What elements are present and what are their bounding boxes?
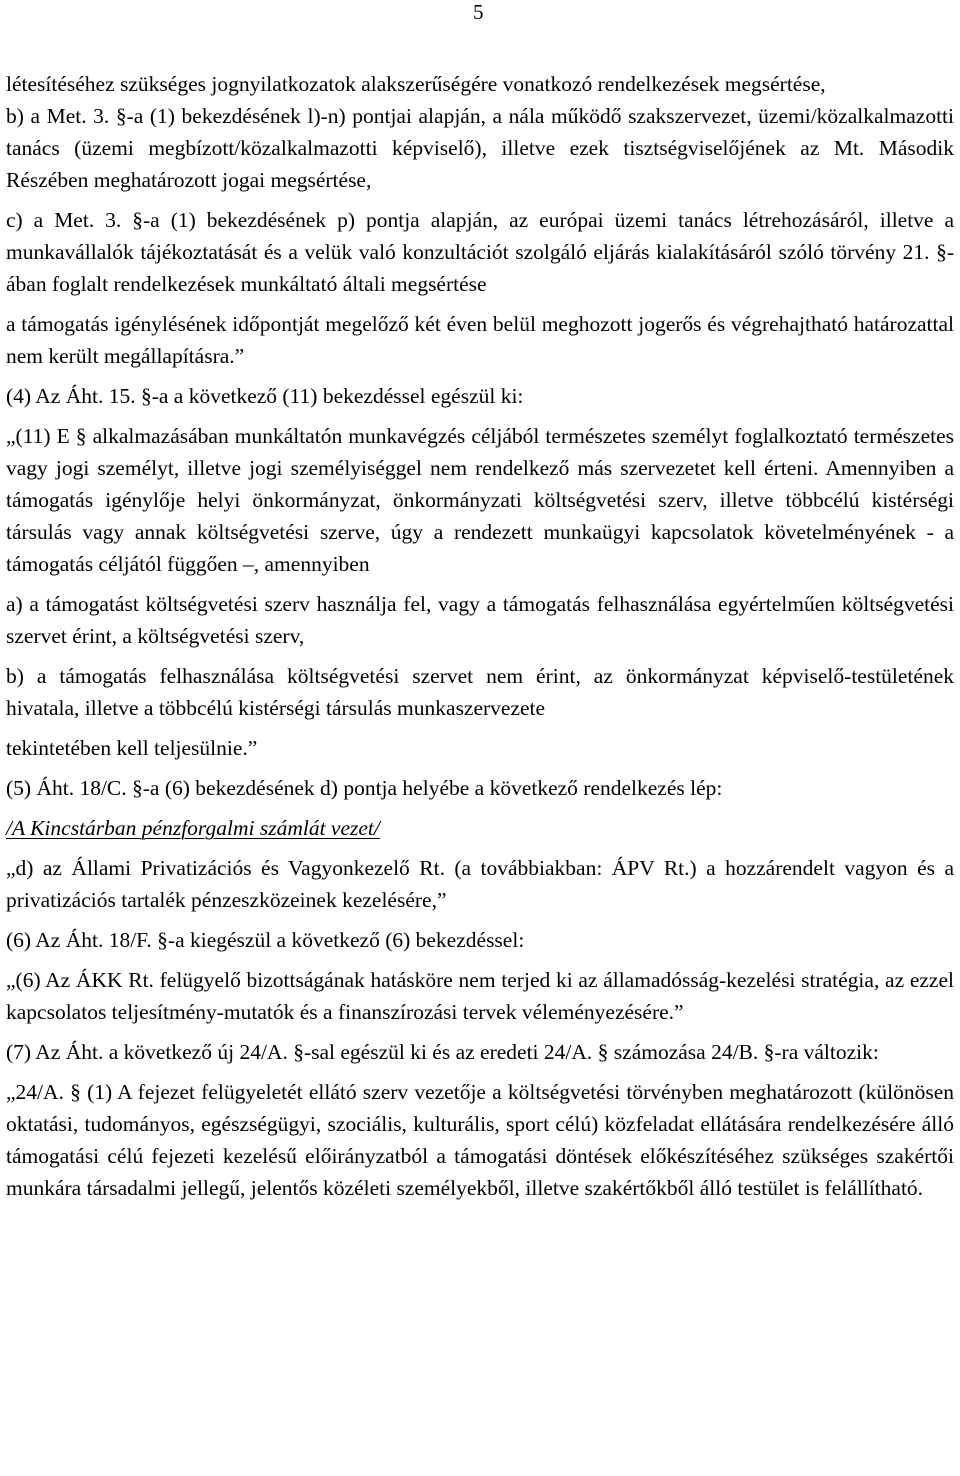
paragraph: b) a támogatás felhasználása költségvetési szervet nem érint, az önkormányzat képviselő-testületének hivatala, illetve a többcélú kistérségi társulás munkaszervezete [6,664,954,720]
paragraph: (6) Az Áht. 18/F. §-a kiegészül a következő (6) bekezdéssel: [6,928,525,952]
italic-underlined-text: /A Kincstárban pénzforgalmi számlát vezet/ [6,816,380,840]
paragraph: c) a Met. 3. §-a (1) bekezdésének p) pontja alapján, az európai üzemi tanács létrehozásáról, illetve a munkavállalók tájékoztatását és a velük való konzultációt szolgáló eljárás kialakításáról szóló törvény 21. §-ában foglalt rendelkezések munkáltató általi megsértése [6,208,954,296]
paragraph: „24/A. § (1) A fejezet felügyeletét ellátó szerv vezetője a költségvetési törvényben meghatározott (különösen oktatási, tudományos, egészségügyi, szociális, kulturális, sport célú) közfeladat ellátására rendelkezésére álló támogatási célú fejezeti kezelésű előirányzatból a támogatási döntések előkészítéséhez szükséges szakértői munkára társadalmi jellegű, jelentős közéleti személyekből, illetve szakértőkből álló testület is felállítható. [6,1080,954,1200]
paragraph: (7) Az Áht. a következő új 24/A. §-sal egészül ki és az eredeti 24/A. § számozása 24/B. §-ra változik: [6,1040,879,1064]
paragraph: (4) Az Áht. 15. §-a a következő (11) bekezdéssel egészül ki: [6,384,524,408]
paragraph: tekintetében kell teljesülnie.” [6,736,258,760]
paragraph: a) a támogatást költségvetési szerv használja fel, vagy a támogatás felhasználása egyértelműen költségvetési szervet érint, a költségvetési szerv, [6,592,954,648]
paragraph: (5) Áht. 18/C. §-a (6) bekezdésének d) pontja helyébe a következő rendelkezés lép: [6,776,723,800]
paragraph: létesítéséhez szükséges jognyilatkozatok alakszerűségére vonatkozó rendelkezések megsértése, [6,72,826,96]
paragraph-italic [6,812,954,844]
document-body [6,68,954,1204]
paragraph: a támogatás igénylésének időpontját megelőző két éven belül meghozott jogerős és végrehajtható határozattal nem került megállapításra.” [6,312,954,368]
page-number: 5 [473,0,484,24]
paragraph: „(6) Az ÁKK Rt. felügyelő bizottságának hatásköre nem terjed ki az államadósság-kezelési stratégia, az ezzel kapcsolatos teljesítmény-mutatók és a finanszírozási tervek véleményezésére.” [6,968,954,1024]
paragraph: „(11) E § alkalmazásában munkáltatón munkavégzés céljából természetes személyt foglalkoztató természetes vagy jogi személyt, illetve jogi személyiséggel nem rendelkező más szervezetet kell érteni. Amennyiben a támogatás igénylője helyi önkormányzat, önkormányzati költségvetési szerv, illetve többcélú kistérségi társulás vagy annak költségvetési szerve, úgy a rendezett munkaügyi kapcsolatok követelményének - a támogatás céljától függően –, amennyiben [6,424,954,576]
paragraph: b) a Met. 3. §-a (1) bekezdésének l)-n) pontjai alapján, a nála működő szakszervezet, üzemi/közalkalmazotti tanács (üzemi megbízott/közalkalmazotti képviselő), illetve ezek tisztségviselőjének az Mt. Második Részében meghatározott jogai megsértése, [6,104,954,192]
paragraph: „d) az Állami Privatizációs és Vagyonkezelő Rt. (a továbbiakban: ÁPV Rt.) a hozzárendelt vagyon és a privatizációs tartalék pénzeszközeinek kezelésére,” [6,856,954,912]
